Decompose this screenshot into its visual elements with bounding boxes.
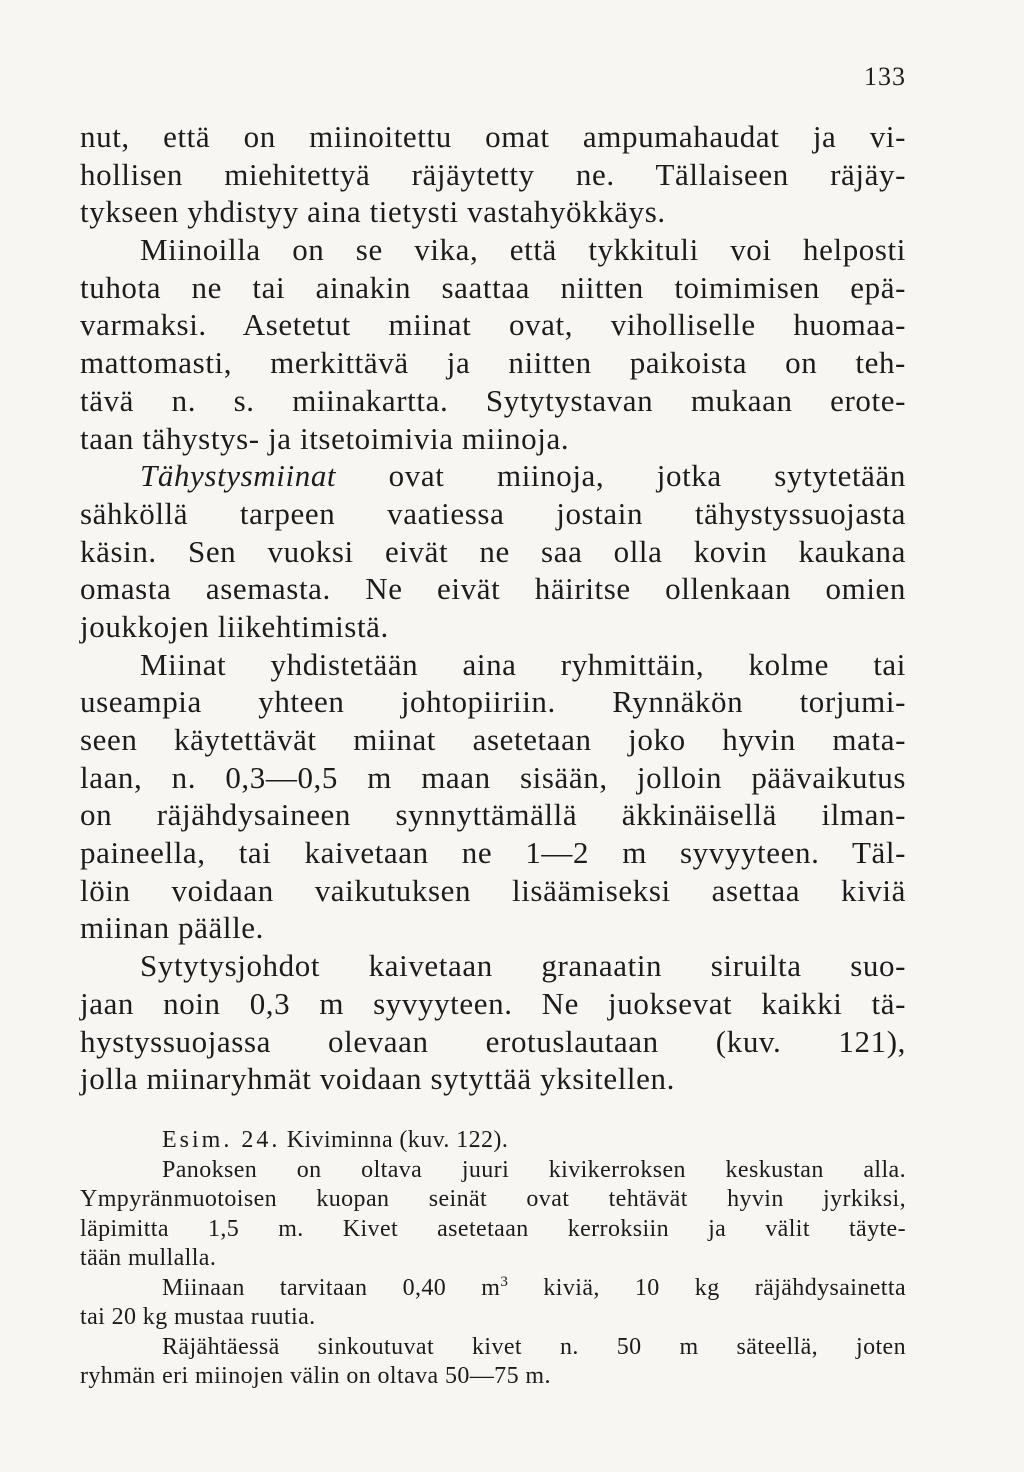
example-line: Räjähtäessä sinkoutuvat kivet n. 50 m säteellä, joten bbox=[162, 1333, 906, 1360]
text-line: useampia yhteen johtopiiriin. Rynnäkön torjumi- bbox=[80, 684, 906, 720]
body-text bbox=[80, 118, 906, 1098]
term-tahystysmiinat: Tähystysmiinat bbox=[140, 458, 337, 494]
text-line: Miinoilla on se vika, että tykkituli voi helposti bbox=[140, 232, 906, 268]
text-line: hystyssuojassa olevaan erotuslautaan (kuv. 121), bbox=[80, 1023, 906, 1059]
text-fragment: ovat miinoja, jotka sytytetään bbox=[336, 458, 906, 494]
example-line: tai 20 kg mustaa ruutia. bbox=[80, 1304, 316, 1330]
text-line: miinan päälle. bbox=[80, 910, 265, 946]
text-fragment: Miinaan tarvitaan 0,40 m bbox=[162, 1274, 501, 1301]
text-line: varmaksi. Asetetut miinat ovat, viholliselle huomaa- bbox=[80, 307, 906, 343]
text-line: omasta asemasta. Ne eivät häiritse ollenkaan omien bbox=[80, 571, 906, 607]
text-line: Sytytysjohdot kaivetaan granaatin siruilta suo- bbox=[140, 948, 906, 984]
text-line: jaan noin 0,3 m syvyyteen. Ne juoksevat kaikki tä- bbox=[80, 985, 906, 1021]
text-line: paineella, tai kaivetaan ne 1—2 m syvyyteen. Täl- bbox=[80, 835, 906, 871]
text-line: joukkojen liikehtimistä. bbox=[80, 608, 389, 644]
example-line: ryhmän eri miinojen välin on oltava 50—75 m. bbox=[80, 1363, 551, 1389]
example-line bbox=[80, 1274, 906, 1304]
text-line: seen käytettävät miinat asetetaan joko hyvin mata- bbox=[80, 722, 906, 757]
text-line bbox=[80, 457, 906, 495]
text-line: tuhota ne tai ainakin saattaa niitten toimimisen epä- bbox=[80, 269, 906, 305]
text-line: mattomasti, merkittävä ja niitten paikoista on teh- bbox=[80, 345, 906, 381]
example-title: Kiviminna (kuv. 122). bbox=[280, 1127, 509, 1153]
superscript: 3 bbox=[500, 1273, 509, 1290]
text-fragment: kiviä, 10 kg räjähdysainetta bbox=[508, 1274, 906, 1301]
text-line: jolla miinaryhmät voidaan sytyttää yksitellen. bbox=[80, 1061, 675, 1097]
text-line: tävä n. s. miinakartta. Sytytystavan mukaan erote- bbox=[80, 382, 906, 418]
text-line: Miinat yhdistetään aina ryhmittäin, kolme tai bbox=[140, 646, 906, 682]
example-line: Panoksen on oltava juuri kivikerroksen keskustan alla. bbox=[162, 1156, 906, 1183]
text-line: laan, n. 0,3—0,5 m maan sisään, jolloin päävaikutus bbox=[80, 759, 906, 795]
text-line: tykseen yhdistyy aina tietysti vastahyökkäys. bbox=[80, 194, 666, 230]
example-label: Esim. 24. bbox=[162, 1127, 281, 1153]
text-line: taan tähystys- ja itsetoimivia miinoja. bbox=[80, 420, 570, 456]
text-line: löin voidaan vaikutuksen lisäämiseksi asettaa kiviä bbox=[80, 872, 906, 908]
text-line: sähköllä tarpeen vaatiessa jostain tähystyssuojasta bbox=[80, 495, 906, 531]
text-line: hollisen miehitettyä räjäytetty ne. Tällaiseen räjäy- bbox=[80, 156, 906, 192]
text-line: on räjähdysaineen synnyttämällä äkkinäisellä ilman- bbox=[80, 797, 906, 833]
example-line: läpimitta 1,5 m. Kivet asetetaan kerroksiin ja välit täyte- bbox=[80, 1215, 906, 1242]
example-line: tään mullalla. bbox=[80, 1245, 217, 1271]
page-number: 133 bbox=[864, 62, 906, 91]
text-line: nut, että on miinoitettu omat ampumahaudat ja vi- bbox=[80, 119, 906, 154]
example-section bbox=[80, 1126, 906, 1392]
example-heading bbox=[80, 1126, 906, 1156]
example-line: Ympyränmuotoisen kuopan seinät ovat tehtävät hyvin jyrkiksi, bbox=[80, 1186, 906, 1212]
text-line: käsin. Sen vuoksi eivät ne saa olla kovin kaukana bbox=[80, 533, 906, 569]
